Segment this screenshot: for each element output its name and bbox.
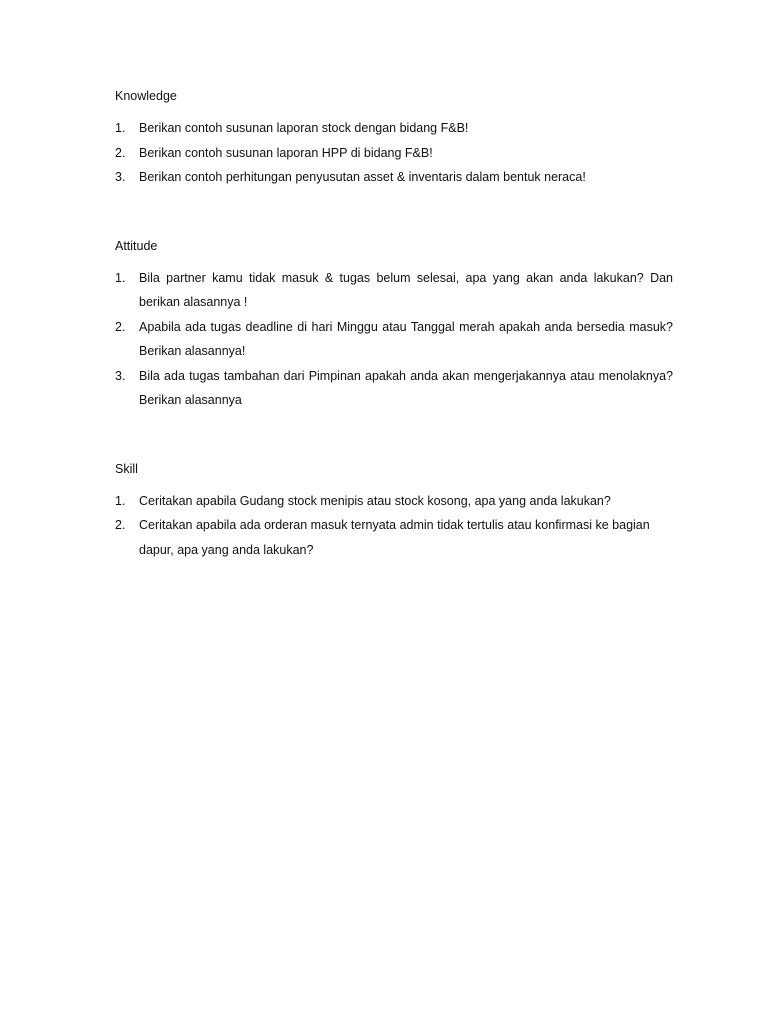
question-list-skill [115, 489, 673, 563]
section-title-knowledge: Knowledge [115, 89, 177, 103]
question-number: 3. [115, 368, 126, 383]
question-number: 1. [115, 493, 126, 508]
question-text: Berikan contoh susunan laporan stock dengan bidang F&B! [139, 121, 469, 135]
question-item [115, 165, 673, 190]
question-item [115, 489, 673, 514]
section-skill [115, 459, 673, 563]
question-number: 1. [115, 121, 126, 135]
question-item [115, 513, 673, 562]
section-attitude [115, 236, 673, 413]
question-text: Ceritakan apabila Gudang stock menipis atau stock kosong, apa yang anda lakukan? [139, 493, 611, 508]
question-text: Berikan contoh perhitungan penyusutan asset & inventaris dalam bentuk neraca! [139, 170, 586, 184]
question-text: Bila partner kamu tidak masuk & tugas belum selesai, apa yang akan anda lakukan? Dan berikan alasannya ! [139, 270, 673, 309]
question-text: Ceritakan apabila ada orderan masuk ternyata admin tidak tertulis atau konfirmasi ke bagian dapur, apa yang anda lakukan? [139, 518, 650, 557]
document-content [115, 86, 673, 562]
question-text: Berikan contoh susunan laporan HPP di bidang F&B! [139, 145, 433, 160]
section-title-skill: Skill [115, 461, 138, 476]
question-number: 2. [115, 145, 126, 160]
question-number: 2. [115, 518, 126, 532]
question-number: 3. [115, 170, 126, 184]
section-knowledge [115, 86, 673, 190]
question-list-knowledge [115, 116, 673, 190]
question-number: 2. [115, 319, 126, 334]
section-title-attitude: Attitude [115, 238, 158, 253]
question-item [115, 141, 673, 166]
question-text: Apabila ada tugas deadline di hari Minggu atau Tanggal merah apakah anda bersedia masuk? Berikan alasannya! [139, 319, 673, 358]
question-item [115, 315, 673, 364]
question-text: Bila ada tugas tambahan dari Pimpinan apakah anda akan mengerjakannya atau menolaknya? Berikan alasannya [139, 368, 673, 407]
question-item [115, 364, 673, 413]
question-item [115, 266, 673, 315]
question-item [115, 116, 673, 141]
question-list-attitude [115, 266, 673, 413]
question-number: 1. [115, 270, 126, 285]
